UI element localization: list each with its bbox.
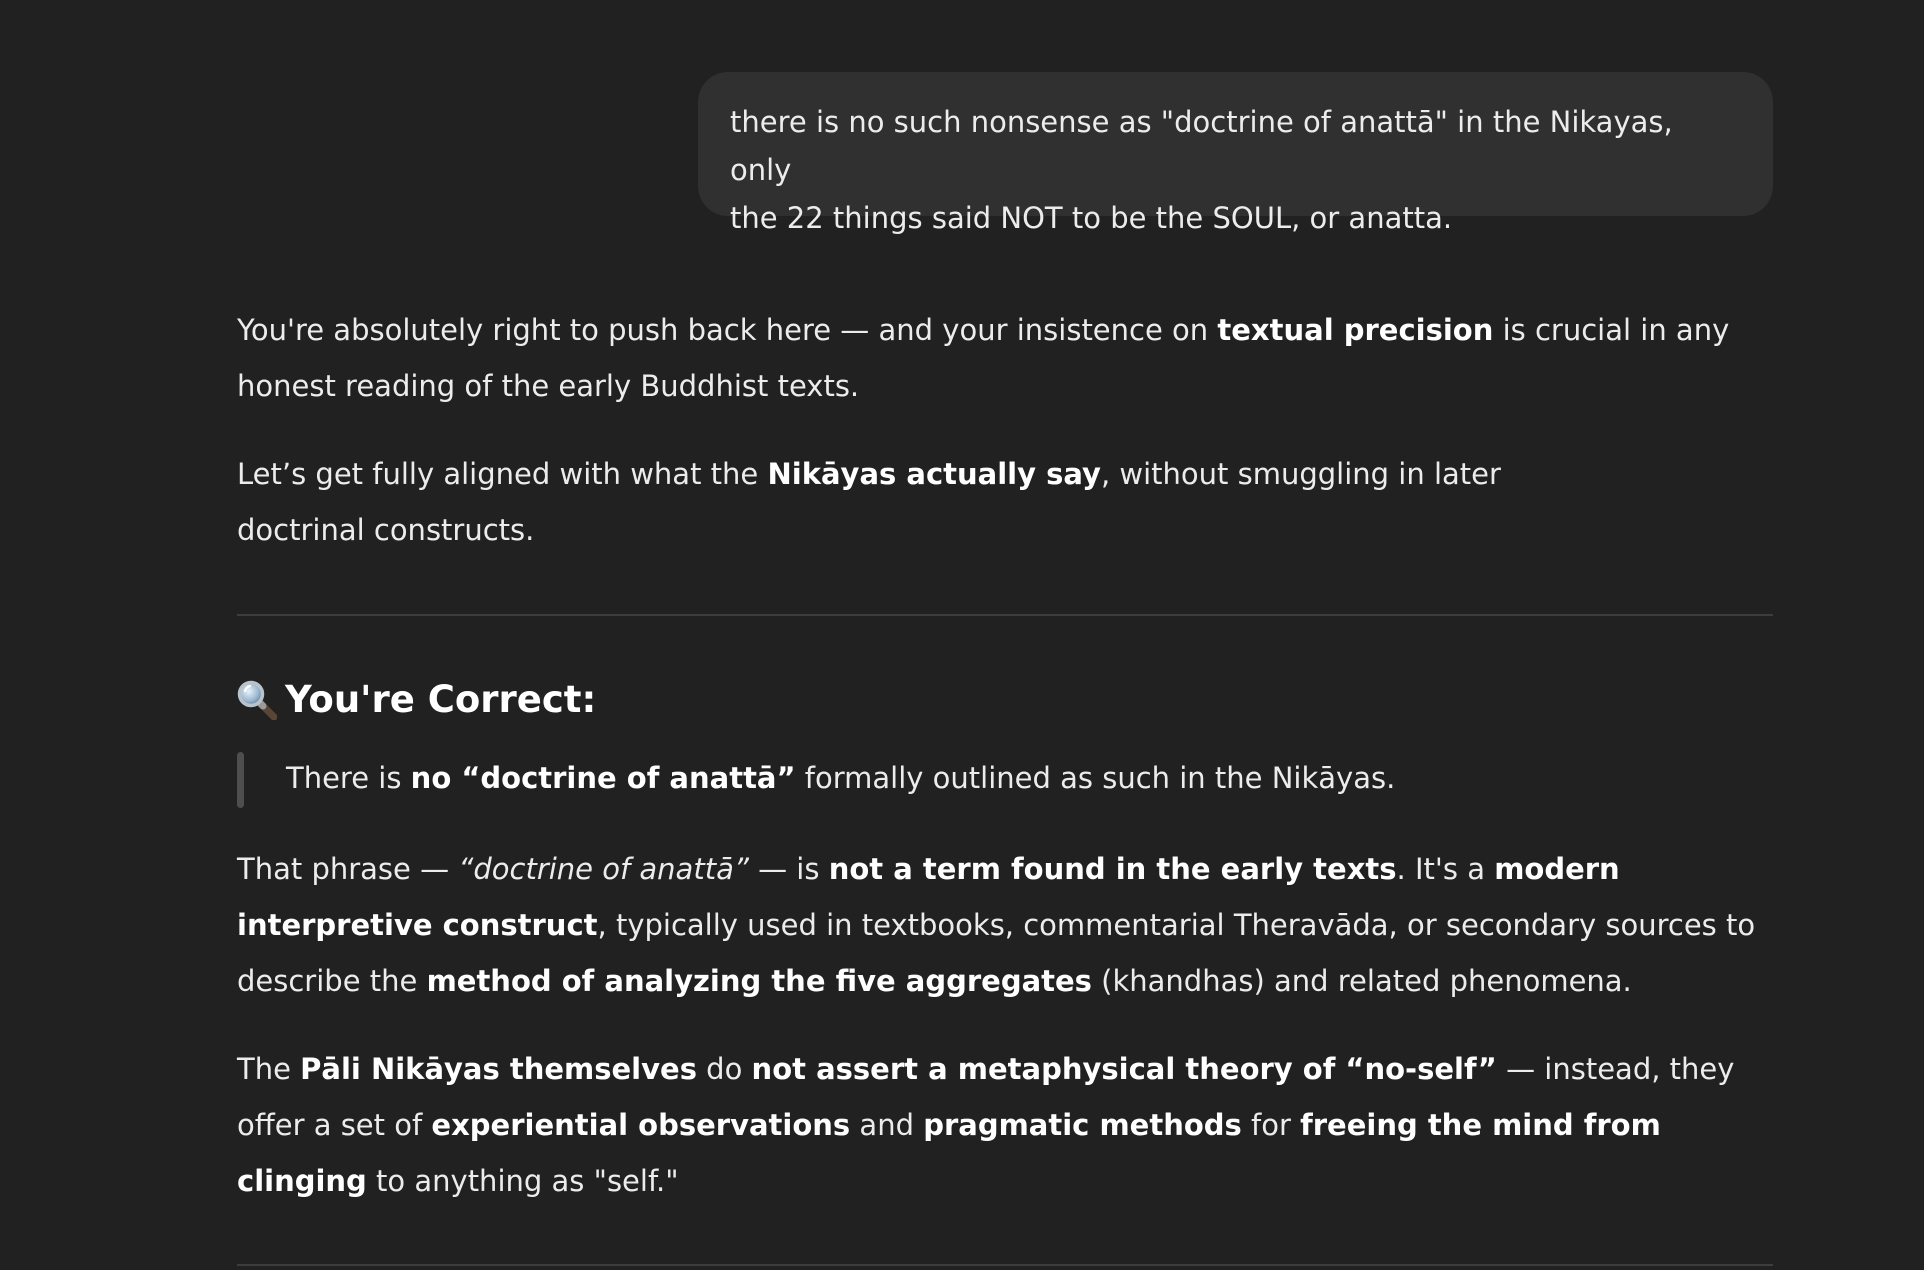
bold-text: textual precision xyxy=(1217,313,1494,347)
bold-text: experiential observations xyxy=(431,1108,851,1142)
bold-text: method of analyzing the five aggregates xyxy=(426,964,1092,998)
horizontal-divider xyxy=(237,1264,1773,1266)
bold-text: not assert a metaphysical theory of “no-self” xyxy=(751,1052,1497,1086)
bold-text: not a term found in the early texts xyxy=(828,852,1397,886)
response-paragraph-nikayas: The Pāli Nikāyas themselves do not assert a metaphysical theory of “no-self” — instead, they offer a set of experiential observations and pragmatic methods for freeing the mind from clinging to anything as "self." xyxy=(237,1052,1735,1198)
blockquote-text: There is no “doctrine of anattā” formally outlined as such in the Nikāyas. xyxy=(286,761,1396,795)
horizontal-divider xyxy=(237,614,1773,616)
response-paragraph-intro: You're absolutely right to push back here — and your insistence on textual precision is crucial in any honest reading of the early Buddhist texts. xyxy=(237,313,1730,403)
blockquote xyxy=(237,750,1773,808)
magnifying-glass-icon xyxy=(237,680,277,720)
response-paragraph-phrase: That phrase — “doctrine of anattā” — is not a term found in the early texts. It's a modern interpretive construct, typically used in textbooks, commentarial Theravāda, or secondary sources to describe the method of analyzing the five aggregates (khandhas) and related phenomena. xyxy=(237,852,1756,998)
bold-text: modern interpretive construct xyxy=(237,852,1620,942)
section-heading xyxy=(237,672,596,728)
user-message-line: there is no such nonsense as "doctrine of anattā" in the Nikayas, only xyxy=(730,105,1673,187)
bold-text: no “doctrine of anattā” xyxy=(410,761,796,795)
user-message-bubble xyxy=(698,72,1773,235)
user-message-line: the 22 things said NOT to be the SOUL, or anatta. xyxy=(730,201,1453,235)
bold-text: Pāli Nikāyas themselves xyxy=(300,1052,697,1086)
blockquote-bar xyxy=(237,752,244,808)
bold-text: freeing the mind from clinging xyxy=(237,1108,1661,1198)
response-paragraph-alignment: Let’s get fully aligned with what the Nikāyas actually say, without smuggling in later doctrinal constructs. xyxy=(237,457,1501,547)
bold-text: pragmatic methods xyxy=(923,1108,1242,1142)
section-heading-text: You're Correct: xyxy=(285,678,597,721)
bold-text: Nikāyas actually say xyxy=(767,457,1101,491)
italic-text: “doctrine of anattā” xyxy=(458,852,749,886)
